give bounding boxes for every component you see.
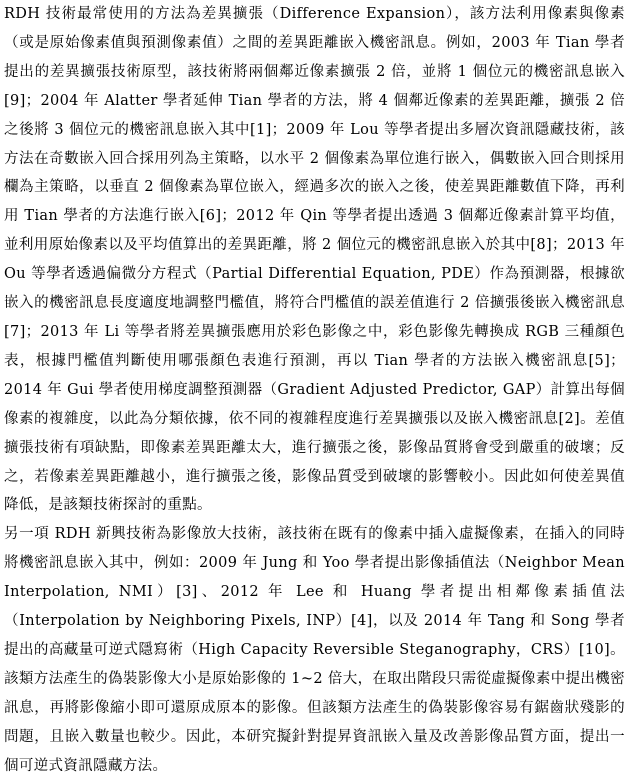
paragraph-difference-expansion: RDH 技術最常使用的方法為差異擴張（Difference Expansion），該方法利用像素與像素（或是原始像素值與預測像素值）之間的差異距離嵌入機密訊息。例如，2003 年 Tian 學者提出的差異擴張技術原型，該技術將兩個鄰近像素擴張 2 倍，並將 1 個位元的機密訊息嵌入[9]；2004 年 Alatter 學者延伸 Tian 學者的方法，將 4 個鄰近像素的差異距離，擴張 2 倍之後將 3 個位元的機密訊息嵌入其中[1]；2009 年 Lou 等學者提出多層次資訊隱藏技術，該方法在奇數嵌入回合採用列為主策略，以水平 2 個像素為單位進行嵌入，偶數嵌入回合則採用欄為主策略，以垂直 2 個像素為單位嵌入，經過多次的嵌入之後，使差異距離數值下降，再利用 Tian 學者的方法進行嵌入[6]；2012 年 Qin 等學者提出透過 3 個鄰近像素計算平均值，並利用原始像素以及平均值算出的差異距離，將 2 個位元的機密訊息嵌入於其中[8]；2013 年 Ou 等學者透過偏微分方程式（Partial Differential Equation, PDE）作為預測器，根據欲嵌入的機密訊息長度適度地調整門檻值，將符合門檻值的誤差值進行 2 倍擴張後嵌入機密訊息[7]；2013 年 Li 等學者將差異擴張應用於彩色影像之中，彩色影像先轉換成 RGB 三種顏色表，根據門檻值判斷使用哪張顏色表進行預測，再以 Tian 學者的方法嵌入機密訊息[5]；2014 年 Gui 學者使用梯度調整預測器（Gradient Adjusted Predictor, GAP）計算出每個像素的複雜度，以此為分類依據，依不同的複雜程度進行差異擴張以及嵌入機密訊息[2]。差值擴張技術有項缺點，即像素差異距離太大，進行擴張之後，影像品質將會受到嚴重的破壞；反之，若像素差異距離越小，進行擴張之後，影像品質受到破壞的影響較小。因此如何使差異值降低，是該類技術探討的重點。 (4, 6, 625, 514)
paragraph-image-interpolation: 另一項 RDH 新興技術為影像放大技術，該技術在既有的像素中插入虛擬像素，在插入的同時將機密訊息嵌入其中，例如：2009 年 Jung 和 Yoo 學者提出影像插值法（Neighbor Mean Interpolation, NMI）[3]、2012 年 Lee 和 Huang 學者提出相鄰像素插值法（Interpolation by Neighboring Pixels, INP）[4]，以及 2014 年 Tang 和 Song 學者提出的高藏量可逆式隱寫術（High Capacity Reversible Steganography，CRS）[10]。該類方法產生的偽裝影像大小是原始影像的 1~2 倍大，在取出階段只需從虛擬像素中提出機密訊息，再將影像縮小即可還原成原本的影像。但該類方法產生的偽裝影像容易有鋸齒狀殘影的問題，且嵌入數量也較少。因此，本研究擬針對提昇資訊嵌入量及改善影像品質方面，提出一個可逆式資訊隱藏方法。 (4, 526, 625, 774)
